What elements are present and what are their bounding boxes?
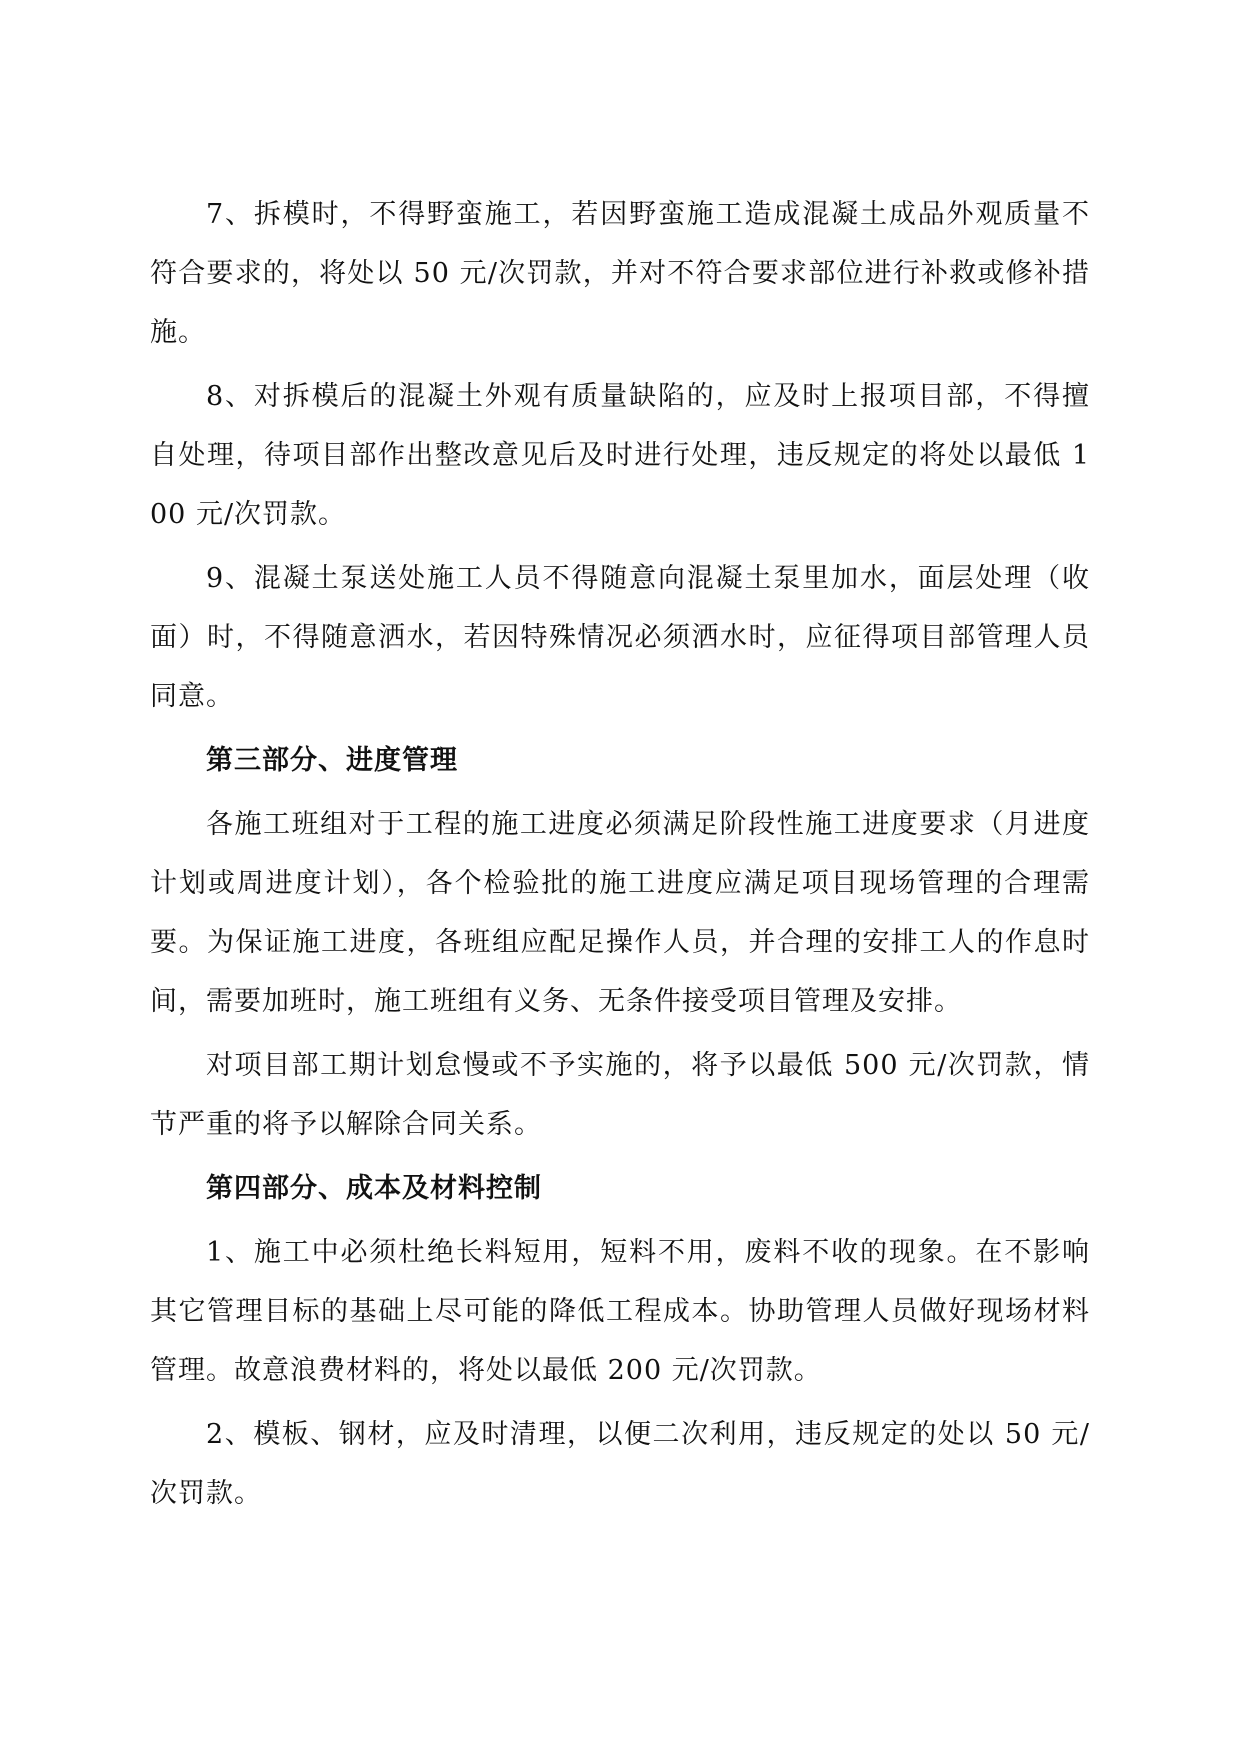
paragraph-item-8: 8、对拆模后的混凝土外观有质量缺陷的，应及时上报项目部，不得擅自处理，待项目部作出整改意见后及时进行处理，违反规定的将处以最低 100 元/次罚款。 [150,381,1090,530]
paragraph-item-7: 7、拆模时，不得野蛮施工，若因野蛮施工造成混凝土成品外观质量不符合要求的，将处以 50 元/次罚款，并对不符合要求部位进行补救或修补措施。 [150,199,1090,348]
paragraph-progress-requirements: 各施工班组对于工程的施工进度必须满足阶段性施工进度要求（月进度计划或周进度计划），各个检验批的施工进度应满足项目现场管理的合理需要。为保证施工进度，各班组应配足操作人员，并合理的安排工人的作息时间，需要加班时，施工班组有义务、无条件接受项目管理及安排。 [150,809,1090,1017]
section-heading-cost-materials: 第四部分、成本及材料控制 [206,1173,542,1204]
document-body [150,185,1090,1528]
paragraph-item-9: 9、混凝土泵送处施工人员不得随意向混凝土泵里加水，面层处理（收面）时，不得随意洒水，若因特殊情况必须洒水时，应征得项目部管理人员同意。 [150,563,1090,712]
section-heading-progress: 第三部分、进度管理 [206,745,458,776]
paragraph-progress-penalty: 对项目部工期计划怠慢或不予实施的，将予以最低 500 元/次罚款，情节严重的将予以解除合同关系。 [150,1050,1090,1140]
paragraph-cost-item-1: 1、施工中必须杜绝长料短用，短料不用，废料不收的现象。在不影响其它管理目标的基础上尽可能的降低工程成本。协助管理人员做好现场材料管理。故意浪费材料的，将处以最低 200 元/次罚款。 [150,1237,1090,1386]
paragraph-cost-item-2: 2、模板、钢材，应及时清理，以便二次利用，违反规定的处以 50 元/次罚款。 [150,1419,1090,1509]
